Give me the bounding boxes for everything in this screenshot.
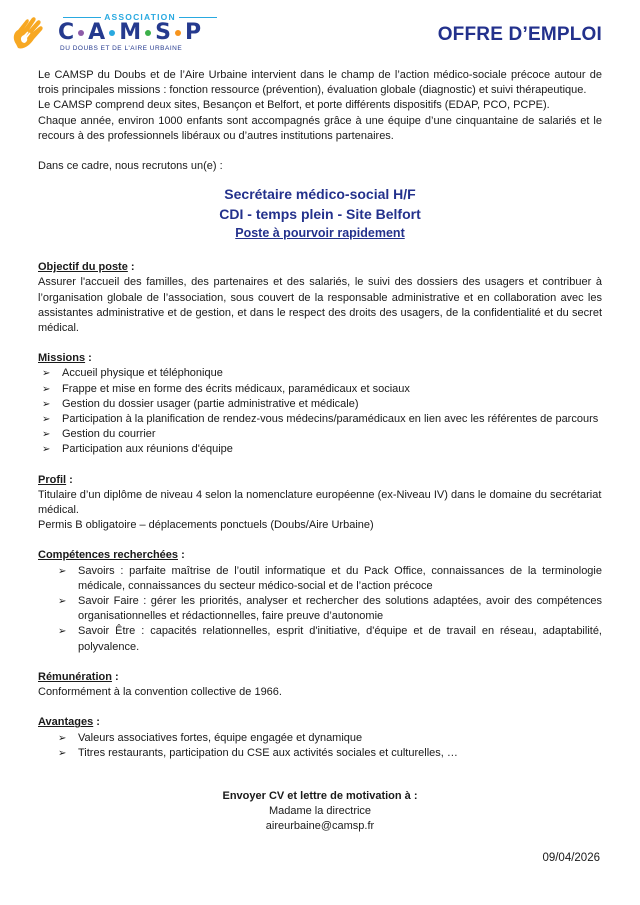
- list-item: ➢ Frappe et mise en forme des écrits médicaux, paramédicaux et sociaux: [38, 382, 602, 397]
- avantages-list: [38, 731, 602, 761]
- section-remuneration: [38, 670, 602, 700]
- arrow-bullet-icon: ➢: [42, 368, 51, 380]
- page-title: OFFRE D’EMPLOI: [437, 24, 602, 45]
- arrow-bullet-icon: ➢: [42, 429, 51, 441]
- missions-list: [38, 366, 602, 457]
- objectif-text: Assurer l'accueil des familles, des partenaires et des salariés, le suivi des dossiers des usagers et contribuer à l’organisation globale de l’association, sous couvert de la responsable administrative et en collaboration avec les assistantes administrative et de gestion, et dans le respect des droits des usagers, de la confidentialité et du secret médical.: [38, 276, 602, 335]
- dot-icon: [145, 30, 151, 36]
- intro-paragraph: Le CAMSP comprend deux sites, Besançon et Belfort, et porte différents dispositifs (EDAP, PCO, PCPE).: [38, 99, 550, 112]
- arrow-bullet-icon: ➢: [58, 626, 67, 638]
- arrow-bullet-icon: ➢: [42, 414, 51, 426]
- intro-paragraph: Le CAMSP du Doubs et de l’Aire Urbaine intervient dans le champ de l’action médico-sociale précoce autour de trois principales missions : fonction ressource (prévention), évaluation globale (diagnostic) et suivi thérapeutique.: [38, 69, 602, 97]
- competences-list: [38, 564, 602, 655]
- list-item: ➢ Gestion du dossier usager (partie administrative et médicale): [38, 397, 602, 412]
- apply-heading: Envoyer CV et lettre de motivation à :: [222, 789, 418, 802]
- job-contract: CDI - temps plein - Site Belfort: [219, 206, 421, 223]
- job-urgency: Poste à pourvoir rapidement: [235, 226, 405, 241]
- intro-paragraph: Chaque année, environ 1000 enfants sont accompagnés grâce à une équipe d’une cinquantaine de salariés et le recours à des professionnels libéraux ou d’autres institutions partenaires.: [38, 114, 602, 142]
- logo-association: ASSOCIATION: [60, 12, 220, 22]
- remuneration-text: Conformément à la convention collective de 1966.: [38, 686, 282, 699]
- hand-logo-icon: [10, 14, 50, 54]
- section-missions: [38, 351, 602, 457]
- arrow-bullet-icon: ➢: [42, 444, 51, 456]
- dot-icon: [109, 30, 115, 36]
- section-objectif: [38, 260, 602, 336]
- section-profil: [38, 473, 602, 534]
- document-date: 09/04/2026: [542, 852, 600, 864]
- list-item: ➢ Participation aux réunions d'équipe: [38, 442, 602, 457]
- list-item: ➢ Valeurs associatives fortes, équipe engagée et dynamique: [38, 731, 602, 746]
- section-heading: Avantages :: [38, 716, 100, 729]
- arrow-bullet-icon: ➢: [58, 565, 67, 577]
- camsp-logo: [10, 8, 220, 54]
- list-item: ➢ Titres restaurants, participation du CSE aux activités sociales et culturelles, …: [38, 746, 602, 761]
- section-competences: [38, 548, 602, 654]
- list-item: ➢ Gestion du courrier: [38, 427, 602, 442]
- list-item: ➢ Accueil physique et téléphonique: [38, 366, 602, 381]
- dot-icon: [78, 30, 84, 36]
- job-title: Secrétaire médico-social H/F: [224, 186, 416, 203]
- section-heading: Rémunération :: [38, 670, 119, 683]
- arrow-bullet-icon: ➢: [58, 732, 67, 744]
- list-item: ➢ Savoir Faire : gérer les priorités, analyser et rechercher des solutions adaptées, avoir des compétences organisationnelles et rédactionnelles, faire preuve d’autonomie: [58, 595, 602, 623]
- document-body: [38, 68, 602, 835]
- section-avantages: [38, 715, 602, 761]
- dot-icon: [175, 30, 181, 36]
- profil-text: Titulaire d’un diplôme de niveau 4 selon la nomenclature européenne (ex-Niveau IV) dans le domaine du secrétariat médical.: [38, 488, 602, 517]
- section-heading: Compétences recherchées :: [38, 549, 185, 562]
- list-item: ➢ Savoirs : parfaite maîtrise de l’outil informatique et du Pack Office, connaissances de la terminologie médicale, connaissances du secteur médico-social et de l’action précoce: [58, 564, 602, 592]
- arrow-bullet-icon: ➢: [58, 596, 67, 608]
- arrow-bullet-icon: ➢: [42, 398, 51, 410]
- section-heading: Missions :: [38, 352, 92, 365]
- document-header: [0, 0, 640, 60]
- logo-camsp-wordmark: C A M S P: [58, 20, 202, 45]
- apply-email[interactable]: aireurbaine@camsp.fr: [265, 820, 375, 833]
- section-heading: Objectif du poste :: [38, 261, 135, 274]
- apply-block: [38, 789, 602, 835]
- job-title-block: [38, 184, 602, 242]
- arrow-bullet-icon: ➢: [58, 747, 67, 759]
- arrow-bullet-icon: ➢: [42, 383, 51, 395]
- recruit-text: Dans ce cadre, nous recrutons un(e) :: [38, 160, 223, 173]
- logo-subtitle: DU DOUBS ET DE L'AIRE URBAINE: [60, 45, 183, 52]
- section-heading: Profil :: [38, 473, 73, 486]
- list-item: ➢ Savoir Être : capacités relationnelles, esprit d'initiative, d'équipe et de travail en réseau, adaptabilité, polyvalence.: [58, 625, 602, 653]
- list-item: ➢ Participation à la planification de rendez-vous médecins/paramédicaux en lien avec les référentes de parcours: [38, 412, 602, 427]
- profil-text: Permis B obligatoire – déplacements ponctuels (Doubs/Aire Urbaine): [38, 519, 374, 532]
- apply-recipient: Madame la directrice: [268, 805, 372, 818]
